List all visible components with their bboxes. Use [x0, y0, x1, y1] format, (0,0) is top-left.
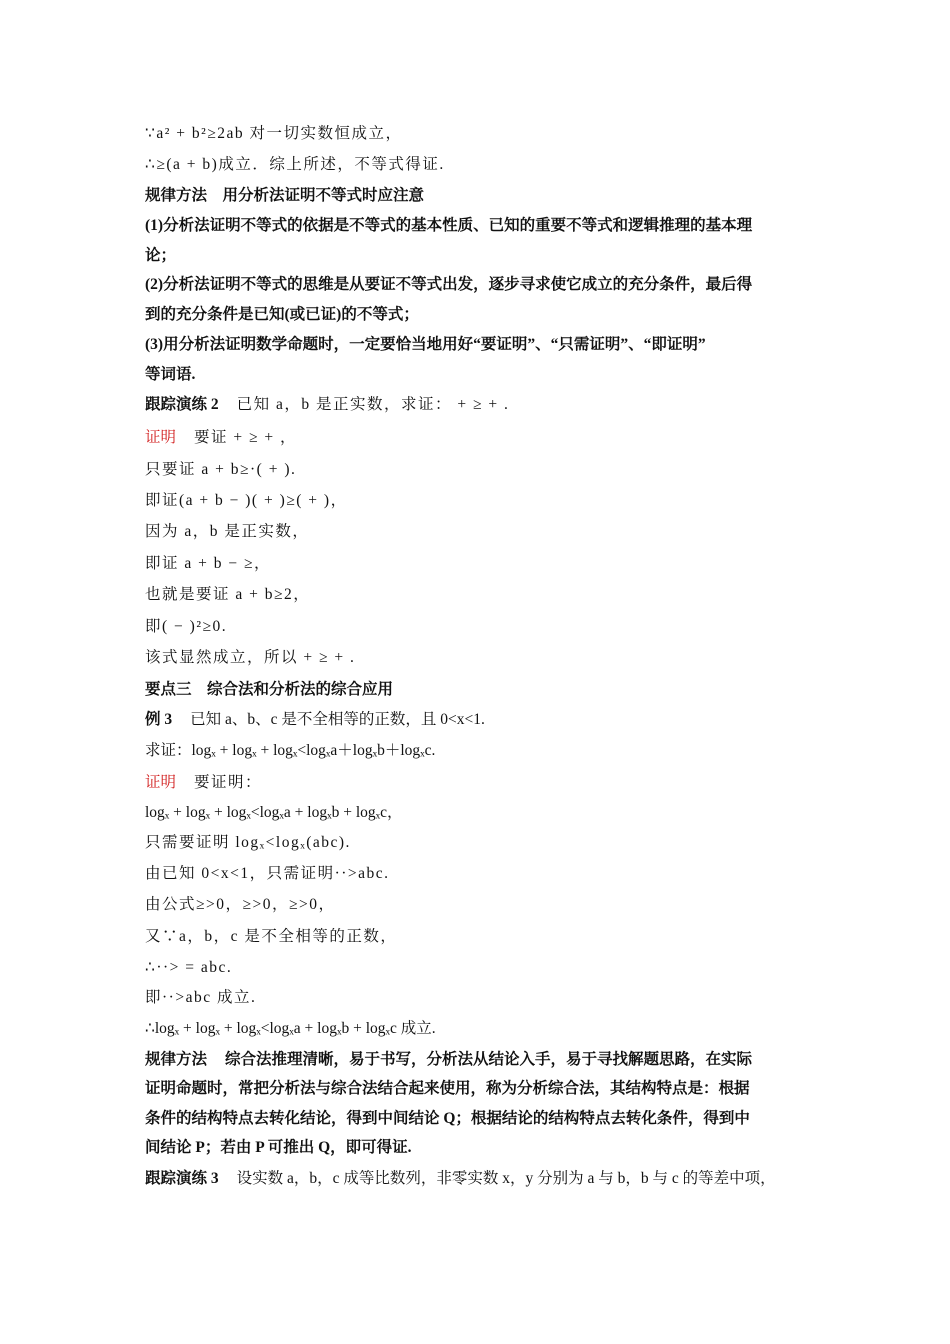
proof-line: 又∵a，b，c 是不全相等的正数，: [145, 928, 398, 945]
method-point-1-cont: 论；: [145, 247, 177, 264]
exercise-label: 跟踪演练 2: [145, 396, 219, 413]
method-summary-cont: 条件的结构特点去转化结论，得到中间结论 Q；根据结论的结构特点去转化条件，得到中: [145, 1110, 750, 1127]
proof-line: 即证 a + b − ≥，: [145, 555, 271, 572]
example-text: 已知 a、b、c 是不全相等的正数，且 0<x<1.: [190, 711, 485, 728]
example-3: [145, 709, 810, 731]
proof-conclusion: ∴≥(a + b)成立．综上所述，不等式得证.: [145, 156, 445, 173]
proof-start: [145, 427, 810, 449]
proof-label: 证明: [145, 429, 177, 446]
proof-line: 由公式≥>0，≥>0，≥>0，: [145, 896, 336, 913]
proof-line: 也就是要证 a + b≥2，: [145, 586, 311, 603]
proof-line: 由已知 0<x<1，只需证明··>abc.: [145, 865, 390, 882]
exercise-label: 跟踪演练 3: [145, 1170, 219, 1187]
proof-line: 该式显然成立，所以 + ≥ + .: [145, 649, 356, 666]
proof-line: ∵a² + b²≥2ab 对一切实数恒成立，: [145, 125, 403, 142]
proof-line: 即( − )²≥0.: [145, 618, 228, 635]
method-point-1: (1)分析法证明不等式的依据是不等式的基本性质、已知的重要不等式和逻辑推理的基本理: [145, 217, 753, 234]
proof-line: logₓ + logₓ + logₓ<logₓa + logₓb + logₓc，: [145, 804, 403, 821]
method-label: 规律方法: [145, 1051, 208, 1068]
method-summary: [145, 1049, 810, 1071]
exercise-3: [145, 1168, 810, 1190]
proof-line: 只需要证明 logₓ<logₓ(abc).: [145, 834, 351, 851]
exercise-2: [145, 394, 810, 416]
method-text: 综合法推理清晰，易于书写，分析法从结论入手，易于寻找解题思路，在实际: [225, 1051, 753, 1068]
method-summary-cont: 证明命题时，常把分析法与综合法结合起来使用，称为分析综合法，其结构特点是：根据: [145, 1080, 750, 1097]
method-point-3: (3)用分析法证明数学命题时，一定要恰当地用好“要证明”、“只需证明”、“即证明”: [145, 336, 706, 353]
section-heading: 要点三 综合法和分析法的综合应用: [145, 681, 394, 698]
proof-text: 要证 + ≥ + ，: [194, 429, 298, 446]
proof-line: 即··>abc 成立.: [145, 989, 257, 1006]
method-summary-cont: 间结论 P；若由 P 可推出 Q，即可得证.: [145, 1139, 412, 1156]
proof-line: 因为 a，b 是正实数，: [145, 523, 310, 540]
proof-start: [145, 772, 810, 794]
method-heading: 规律方法 用分析法证明不等式时应注意: [145, 187, 425, 204]
proof-line: ∴··> = abc.: [145, 959, 233, 976]
example-label: 例 3: [145, 711, 173, 728]
example-claim: 求证：logₓ + logₓ + logₓ<logₓa＋logₓb＋logₓc.: [145, 742, 436, 759]
proof-label: 证明: [145, 774, 177, 791]
exercise-text: 已知 a，b 是正实数，求证： + ≥ + .: [236, 396, 510, 413]
proof-conclusion: ∴logₓ + logₓ + logₓ<logₓa + logₓb + logₓc 成立.: [145, 1020, 436, 1037]
proof-line: 只要证 a + b≥·( + ).: [145, 461, 297, 478]
proof-text: 要证明：: [194, 774, 263, 791]
method-point-3-cont: 等词语.: [145, 366, 196, 383]
exercise-text: 设实数 a，b，c 成等比数列，非零实数 x，y 分别为 a 与 b，b 与 c 的等差中项，: [236, 1170, 776, 1187]
method-point-2: (2)分析法证明不等式的思维是从要证不等式出发，逐步寻求使它成立的充分条件，最后得: [145, 276, 753, 293]
method-point-2-cont: 到的充分条件是已知(或已证)的不等式；: [145, 306, 419, 323]
proof-line: 即证(a + b − )( + )≥( + )，: [145, 492, 348, 509]
